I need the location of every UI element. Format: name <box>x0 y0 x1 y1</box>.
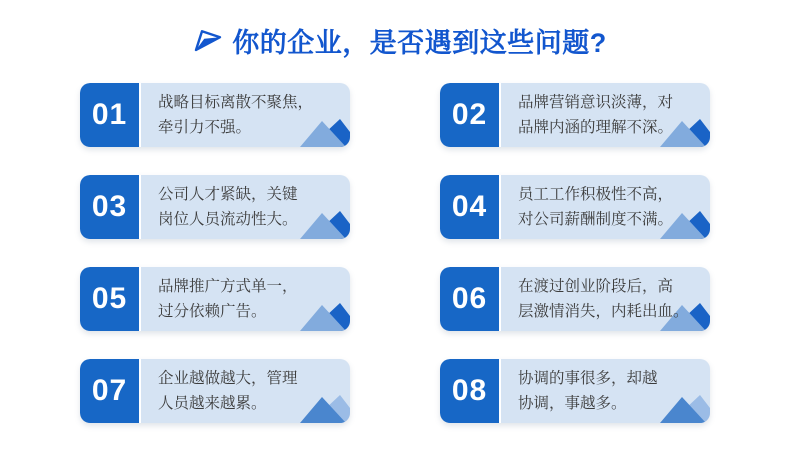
card-number-badge <box>80 359 141 423</box>
card-number-badge <box>80 267 141 331</box>
problem-card-06 <box>440 267 710 331</box>
card-text <box>501 267 710 331</box>
card-text <box>141 359 350 423</box>
card-text-line: 员工工作积极性不高， <box>518 186 674 203</box>
card-text-line: 协调的事很多，却越 <box>518 370 658 387</box>
card-text-line: 公司人才紧缺，关键 <box>158 186 298 203</box>
card-text-line: 协调，事越多。 <box>518 395 627 412</box>
card-text-line: 对公司薪酬制度不满。 <box>518 211 674 228</box>
card-text <box>501 175 710 239</box>
problem-card-01 <box>80 83 350 147</box>
card-text <box>141 267 350 331</box>
card-number: 08 <box>451 374 488 407</box>
problem-card-04 <box>440 175 710 239</box>
card-number-badge <box>440 175 501 239</box>
card-number-badge <box>440 359 501 423</box>
card-number-badge <box>440 83 501 147</box>
problem-card-03 <box>80 175 350 239</box>
card-text-line: 过分依赖广告。 <box>158 303 267 320</box>
card-text-line: 牵引力不强。 <box>158 119 252 136</box>
card-number: 07 <box>91 374 128 407</box>
card-number-badge <box>440 267 501 331</box>
slide-title-row <box>0 20 800 60</box>
card-text-line: 层激情消失，内耗出血。 <box>518 303 689 320</box>
card-text <box>141 83 350 147</box>
card-text-line: 人员越来越累。 <box>158 395 267 412</box>
card-text-line: 品牌推广方式单一， <box>158 278 298 295</box>
card-number: 04 <box>451 190 488 223</box>
card-text <box>141 175 350 239</box>
card-text-line: 岗位人员流动性大。 <box>158 211 298 228</box>
page-title: 你的企业，是否遇到这些问题? <box>232 27 607 58</box>
problem-card-02 <box>440 83 710 147</box>
problem-grid <box>80 83 710 423</box>
card-number: 06 <box>451 282 488 315</box>
problem-card-07 <box>80 359 350 423</box>
card-text <box>501 359 710 423</box>
card-number-badge <box>80 83 141 147</box>
problem-card-05 <box>80 267 350 331</box>
card-text <box>501 83 710 147</box>
card-text-line: 品牌内涵的理解不深。 <box>518 119 674 136</box>
card-number: 03 <box>91 190 128 223</box>
card-text-line: 战略目标离散不聚焦， <box>158 94 314 111</box>
card-number-badge <box>80 175 141 239</box>
card-number: 05 <box>91 282 128 315</box>
card-number: 01 <box>91 98 128 131</box>
card-text-line: 企业越做越大，管理 <box>158 370 298 387</box>
card-text-line: 在渡过创业阶段后，高 <box>518 278 674 295</box>
card-number: 02 <box>451 98 488 131</box>
problem-card-08 <box>440 359 710 423</box>
paper-plane-arrow-icon <box>193 28 223 54</box>
card-text-line: 品牌营销意识淡薄，对 <box>518 94 674 111</box>
